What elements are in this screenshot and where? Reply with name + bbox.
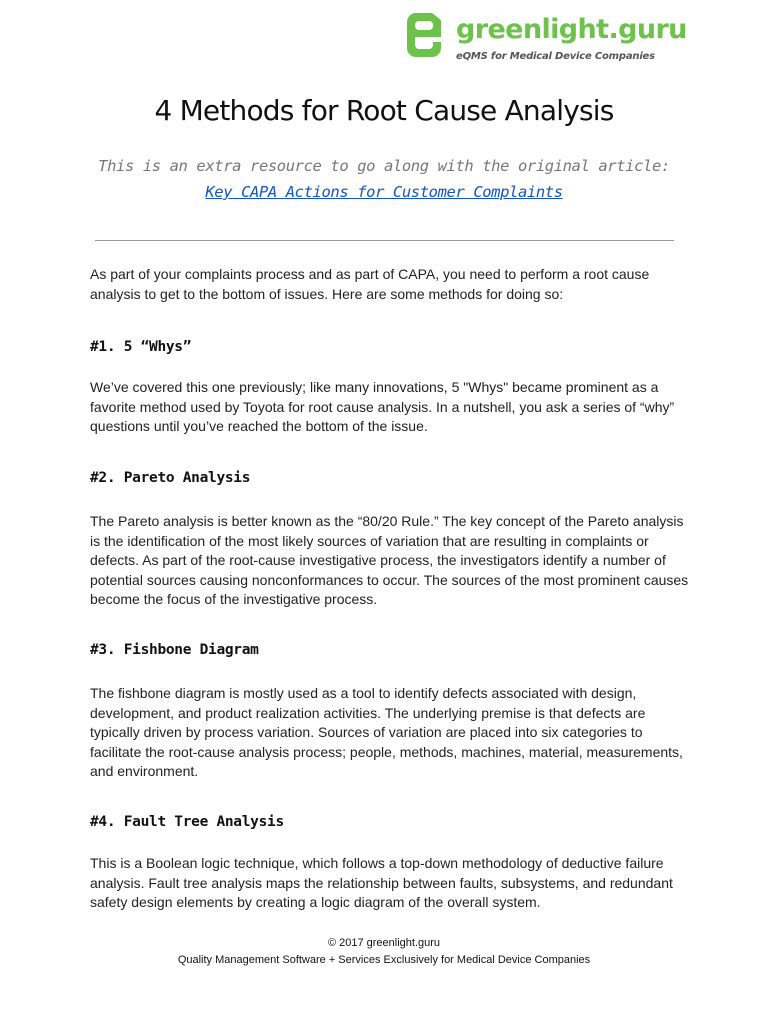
section-heading-fishbone: #3. Fishbone Diagram bbox=[90, 642, 259, 658]
section-body-fault-tree: This is a Boolean logic technique, which follows a top-down methodology of deductive failure analysis. Fault tree analysis maps the relationship between faults, subsystems, and redundant safety design elements by creating a logic diagram of the overall system. bbox=[90, 855, 673, 911]
section-body-5-whys: We’ve covered this one previously; like many innovations, 5 "Whys" became prominent as a favorite method used by Toyota for root cause analysis. In a nutshell, you ask a series of “why” questions until you’ve reached the bottom of the issue. bbox=[90, 379, 675, 435]
brand-name: greenlight.guru bbox=[456, 14, 687, 45]
footer-tagline: Quality Management Software + Services Exclusively for Medical Device Companies bbox=[177, 954, 591, 966]
section-body-fishbone: The fishbone diagram is mostly used as a tool to identify defects associated with design, development, and product realization activities. The underlying premise is that defects are typically driven by process variation. Sources of variation are placed into six categories to facilitate the root-cause analysis process; people, methods, machines, material, measurements, and environment. bbox=[90, 685, 683, 780]
section-heading-fault-tree: #4. Fault Tree Analysis bbox=[90, 814, 284, 830]
brand-logo[interactable] bbox=[406, 10, 706, 66]
brand-tagline: eQMS for Medical Device Companies bbox=[456, 51, 655, 62]
footer-copyright: © 2017 greenlight.guru bbox=[327, 937, 441, 949]
intro-paragraph: As part of your complaints process and as part of CAPA, you need to perform a root cause analysis to get to the bottom of issues. Here are some methods for doing so: bbox=[90, 266, 650, 302]
subtitle: This is an extra resource to go along with the original article: bbox=[98, 157, 670, 175]
original-article-link[interactable]: Key CAPA Actions for Customer Complaints bbox=[205, 183, 563, 201]
section-heading-pareto: #2. Pareto Analysis bbox=[90, 470, 251, 486]
article-link-row bbox=[0, 183, 768, 201]
divider bbox=[95, 240, 674, 241]
section-heading-5-whys: #1. 5 “Whys” bbox=[90, 339, 192, 355]
page-title: 4 Methods for Root Cause Analysis bbox=[154, 94, 614, 127]
section-body-pareto: The Pareto analysis is better known as the “80/20 Rule.” The key concept of the Pareto analysis is the identification of the most likely sources of variation that are resulting in complaints or defects. As part of the root-cause investigative process, the investigators identify a number of potential sources causing nonconformances to occur. The sources of the most prominent causes become the focus of the investigative process. bbox=[90, 513, 689, 608]
greenlight-logo-icon bbox=[406, 11, 442, 59]
